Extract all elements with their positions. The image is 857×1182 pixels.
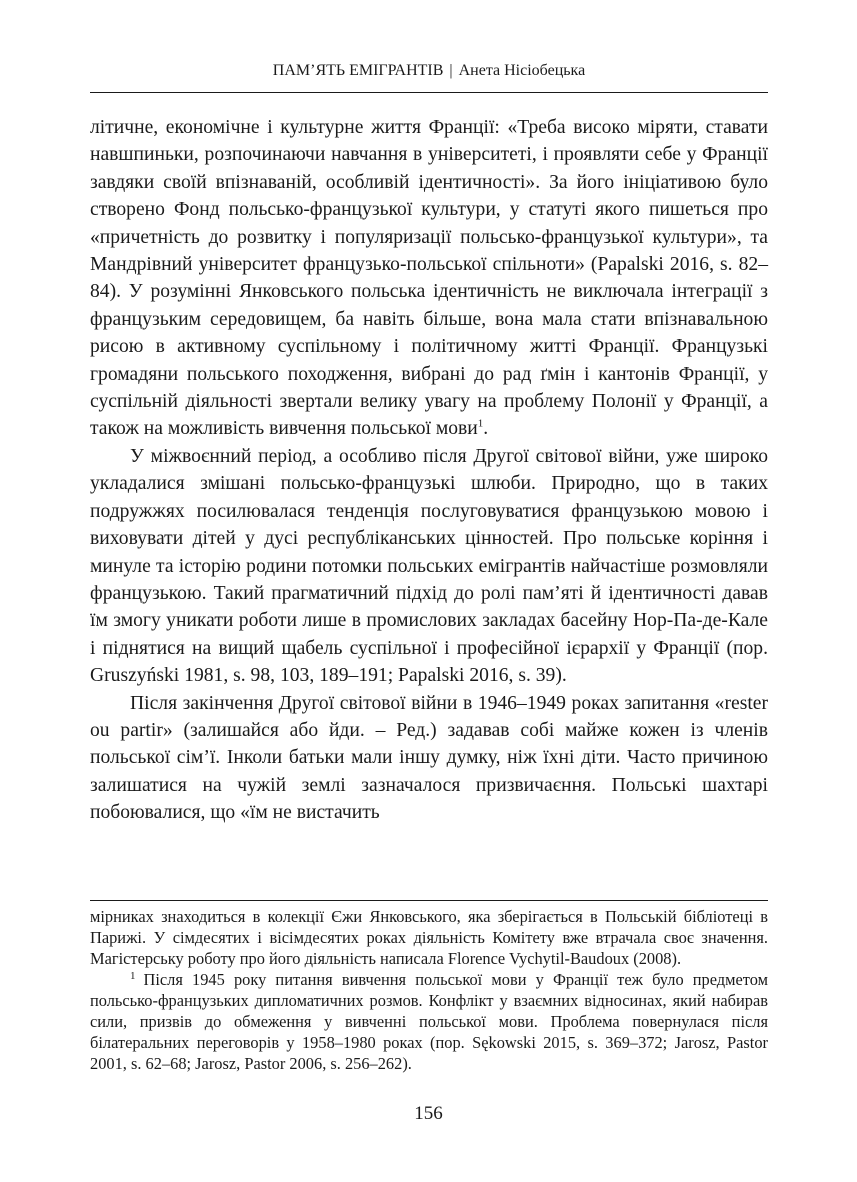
- footnote-ref-1[interactable]: 1: [477, 417, 484, 430]
- paragraph-2: У міжвоєнний період, а особливо після Другої світової війни, уже широко укладалися змішані польсько-французькі шлюби. Природно, що в таких подружжях посилювалася тенденція послуговуватися французькою мовою і виховувати дітей у дусі республіканських цінностей. Про польське коріння і минуле та історію родини потомки польських емігрантів найчастіше розмовляли французькою. Такий прагматичний підхід до ролі пам’яті й ідентичності давав їм змогу уникати роботи лише в промислових закладах басейну Нор-Па-де-Кале і піднятися на вищий щабель суспільної і професійної ієрархії у Франції (пор. Gruszyński 1981, s. 98, 103, 189–191; Papalski 2016, s. 39).: [90, 445, 768, 687]
- paragraph-3: Після закінчення Другої світової війни в 1946–1949 роках запитання «rester ou partir» (залишайся або йди. – Ред.) задавав собі майже кожен із членів польської сім’ї. Інколи батьки мали іншу думку, ніж їхні діти. Часто причиною залишатися на чужій землі зазначалося призвичаєння. Польські шахтарі побоювалися, що «їм не вистачить: [90, 692, 768, 824]
- main-text: [90, 114, 768, 827]
- running-header: [90, 62, 768, 88]
- footnote-continuation: мірниках знаходиться в колекції Єжи Янковського, яка зберігається в Польській бібліотеці в Парижі. У сімдесятих і вісімдесятих роках діяльність Комітету вже втрачала своє значення. Магістерську роботу про його діяльність написала Florence Vychytil-Baudoux (2008).: [90, 907, 768, 968]
- header-rule: [90, 92, 768, 93]
- header-separator: |: [449, 62, 453, 79]
- page-number: 156: [414, 1103, 443, 1124]
- header-title: ПАМ’ЯТЬ ЕМІГРАНТІВ: [272, 62, 444, 79]
- footnote-1: [90, 969, 768, 1074]
- paragraph-1: літичне, економічне і культурне життя Франції: «Треба високо міряти, ставати навшпиньки, розпочинаючи навчання в університеті, і проявляти себе у Франції завдяки своїй впізнаваній, особливій ідентичності». За його ініціативою було створено Фонд польсько-французької культури, у статуті якого пишеться про «причетність до розвитку і популяризації польсько-французької культури», та Мандрівний університет французько-польської спільноти» (Papalski 2016, s. 82–84). У розумінні Янковського польська ідентичність не виключала інтеграції з французьким середовищем, ба навіть більше, вона мала стати впізнавальною рисою в активному суспільному і політичному житті Франції. Французькі громадяни польського походження, вибрані до рад ґмін і кантонів Франції, у суспільній діяльності звертали велику увагу на проблему Полонії у Франції, а також на можливість вивчення польської мови$^1$.: [90, 117, 768, 440]
- footnote-1-text: Після 1945 року питання вивчення польської мови у Франції теж було предметом польсько-французьких дипломатичних розмов. Конфлікт у взаємних відносинах, який набирав сили, призвів до обмеження у вивченні польської мови. Проблема повернулася після білатеральних переговорів у 1958–1980 роках (пор. Sękowski 2015, s. 369–372; Jarosz, Pastor 2001, s. 62–68; Jarosz, Pastor 2006, s. 256–262).: [90, 970, 768, 1073]
- footnote-1-mark: 1: [130, 969, 136, 982]
- paragraph-1-text: літичне, економічне і культурне життя Франції: «Треба високо міряти, ставати навшпиньки, розпочинаючи навчання в університеті, і проявляти себе у Франції завдяки своїй впізнаваній, особливій ідентичності». За його ініціативою було створено Фонд польсько-французької культури, у статуті якого пишеться про «причетність до розвитку і популяризації польсько-французької культури», та Мандрівний університет французько-польської спільноти» (Papalski 2016, s. 82–84). У розумінні Янковського польська ідентичність не виключала інтеграції з французьким середовищем, ба навіть більше, вона мала стати впізнавальною рисою в активному суспільному і політичному житті Франції. Французькі громадяни польського походження, вибрані до рад ґмін і кантонів Франції, у суспільній діяльності звертали велику увагу на проблему Полонії у Франції, а також на можливість вивчення польської мови: [90, 117, 768, 440]
- header-author: Анета Нісіобецька: [458, 62, 586, 79]
- footnotes: [90, 906, 768, 1074]
- footnote-rule: [90, 900, 768, 901]
